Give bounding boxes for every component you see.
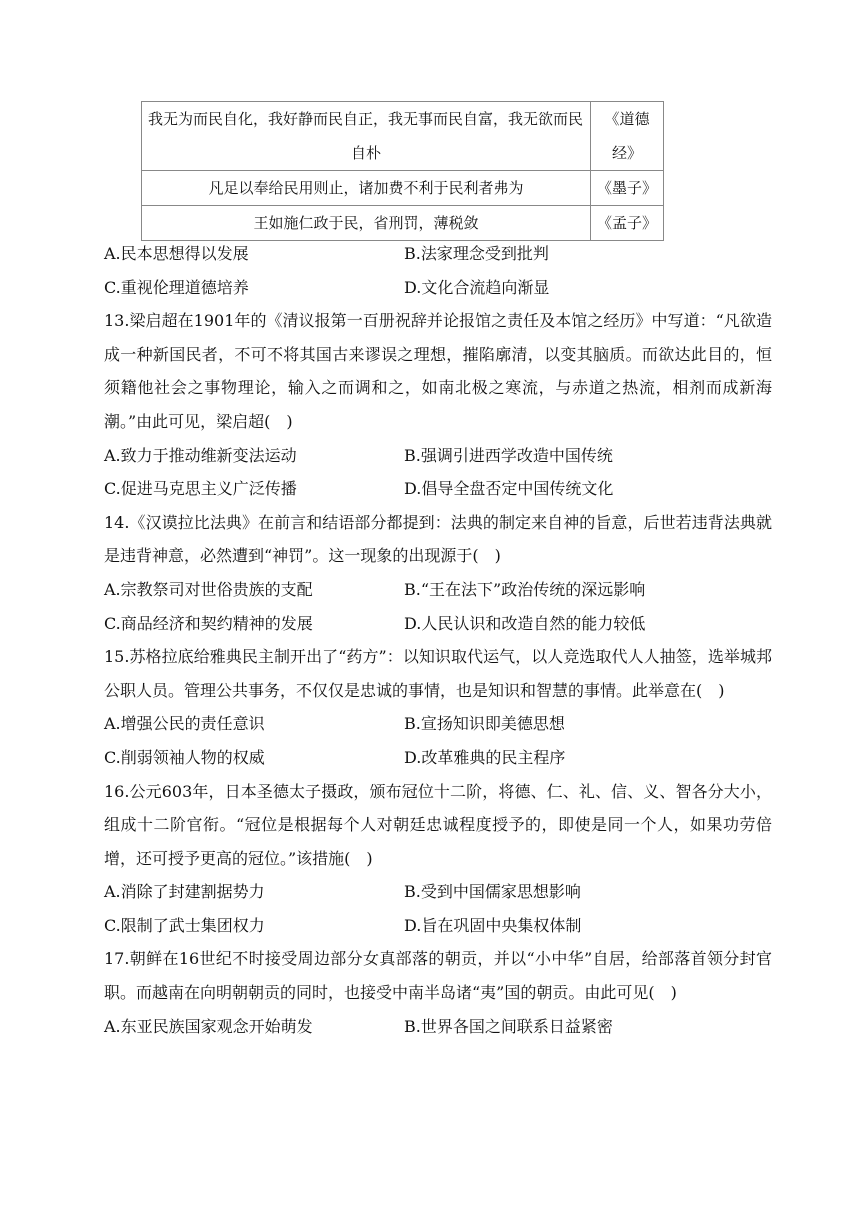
quote-cell: 凡足以奉给民用则止，诸加费不利于民利者弗为	[142, 171, 591, 206]
question-stem: 13.梁启超在1901年的《清议报第一百册祝辞并论报馆之责任及本馆之经历》中写道：“凡欲造成一种新国民者，不可不将其国古来谬误之理想，摧陷廓清，以变其脑质。而欲达此目的，恒须籍他社会之事物理论，输入之而调和之，如南北极之寒流，与赤道之热流，相剂而成新海潮。”由此可见，梁启超( )	[104, 311, 772, 431]
source-cell: 《道德经》	[591, 102, 664, 171]
option[interactable]: A.消除了封建割据势力	[104, 882, 265, 902]
table-row	[142, 102, 664, 171]
option-row	[104, 741, 772, 775]
option[interactable]: A.增强公民的责任意识	[104, 714, 265, 734]
option-row	[104, 271, 772, 305]
question-stem: 15.苏格拉底给雅典民主制开出了“药方”：以知识取代运气，以人竞选取代人人抽签，选举城邦公职人员。管理公共事务，不仅仅是忠诚的事情，也是知识和智慧的事情。此举意在( )	[104, 647, 772, 700]
option[interactable]: A.致力于推动维新变法运动	[104, 445, 297, 465]
option[interactable]: D.人民认识和改造自然的能力较低	[404, 613, 646, 633]
option[interactable]: C.促进马克思主义广泛传播	[104, 479, 297, 499]
option[interactable]: C.商品经济和契约精神的发展	[104, 613, 313, 633]
option[interactable]: D.文化合流趋向渐显	[404, 277, 550, 297]
option[interactable]: D.改革雅典的民主程序	[404, 747, 566, 767]
question-stem: 16.公元603年，日本圣德太子摄政，颁布冠位十二阶，将德、仁、礼、信、义、智各分大小，组成十二阶官衔。“冠位是根据每个人对朝廷忠诚程度授予的，即使是同一个人，如果功劳倍增，还可授予更高的冠位。”该措施( )	[104, 781, 772, 868]
quote-table	[141, 101, 664, 241]
option[interactable]: D.旨在巩固中央集权体制	[404, 915, 582, 935]
table-row	[142, 171, 664, 206]
option-row	[104, 875, 772, 909]
option[interactable]: D.倡导全盘否定中国传统文化	[404, 479, 614, 499]
question-list	[104, 237, 772, 1043]
option[interactable]: A.民本思想得以发展	[104, 244, 249, 263]
table-row	[142, 206, 664, 241]
option[interactable]: A.东亚民族国家观念开始萌发	[104, 1016, 313, 1036]
question-stem: 17.朝鲜在16世纪不时接受周边部分女真部落的朝贡，并以“小中华”自居，给部落首领分封官职。而越南在向明朝朝贡的同时，也接受中南半岛诸“夷”国的朝贡。由此可见( )	[104, 949, 772, 1003]
option-row	[104, 439, 772, 473]
option-row	[104, 607, 772, 641]
option-row	[104, 237, 772, 271]
option[interactable]: B.宣扬知识即美德思想	[404, 714, 565, 734]
option-row	[104, 573, 772, 607]
option[interactable]: C.重视伦理道德培养	[104, 277, 249, 297]
option-row	[104, 1010, 772, 1044]
option[interactable]: A.宗教祭司对世俗贵族的支配	[104, 579, 313, 599]
option[interactable]: B.受到中国儒家思想影响	[404, 882, 581, 902]
quote-cell: 我无为而民自化，我好静而民自正，我无事而民自富，我无欲而民自朴	[142, 102, 591, 171]
option[interactable]: B.世界各国之间联系日益紧密	[404, 1016, 613, 1036]
option-row	[104, 472, 772, 506]
option[interactable]: B.法家理念受到批判	[404, 244, 549, 263]
option-row	[104, 909, 772, 943]
option-row	[104, 707, 772, 741]
option[interactable]: B.“王在法下”政治传统的深远影响	[404, 579, 646, 599]
source-cell: 《墨子》	[591, 171, 664, 206]
option[interactable]: C.限制了武士集团权力	[104, 915, 265, 935]
option[interactable]: C.削弱领袖人物的权威	[104, 747, 265, 767]
option[interactable]: B.强调引进西学改造中国传统	[404, 445, 613, 465]
quote-cell: 王如施仁政于民，省刑罚，薄税敛	[142, 206, 591, 241]
source-cell: 《孟子》	[591, 206, 664, 241]
question-stem: 14.《汉谟拉比法典》在前言和结语部分都提到：法典的制定来自神的旨意，后世若违背法典就是违背神意，必然遭到“神罚”。这一现象的出现源于( )	[104, 512, 772, 566]
